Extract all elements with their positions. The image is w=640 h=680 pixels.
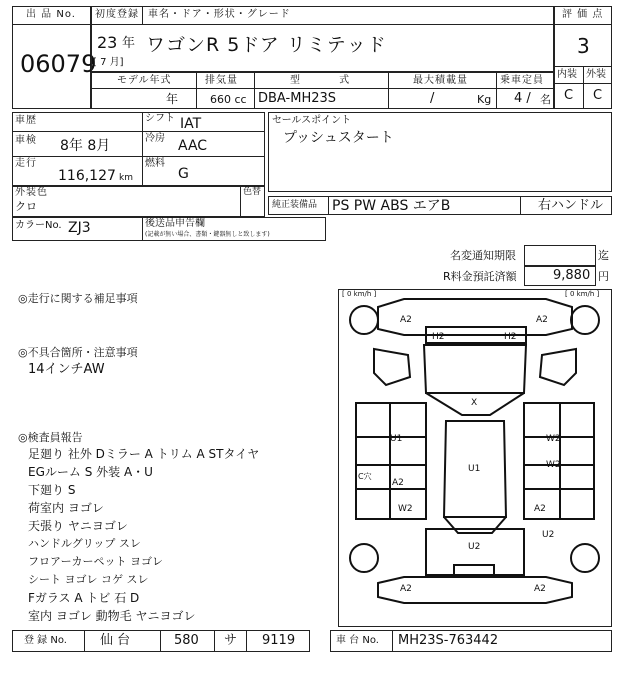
first-registration-year-unit: 年	[122, 36, 136, 51]
report-line: シート ヨゴレ コゲ スレ	[28, 573, 149, 586]
type-value: DBA-MH23S	[258, 91, 337, 106]
lot-number-label: 出 品 No.	[26, 9, 76, 20]
recycle-value: 9,880	[553, 268, 591, 283]
mileage-label: 走行	[15, 158, 37, 169]
report-line: 室内 ヨゴレ 動物毛 ヤニヨゴレ	[28, 609, 196, 623]
reg-place: 仙 台	[100, 633, 131, 648]
label-u1-left: U1	[390, 434, 403, 444]
history-label: 車歴	[15, 115, 37, 126]
label-u1-center: U1	[468, 464, 481, 474]
label-a2-right-low: A2	[534, 504, 546, 514]
shift-label: シフト	[145, 113, 175, 124]
capacity-label: 乗車定員	[500, 75, 544, 86]
sales-point-value: プッシュスタート	[283, 130, 394, 146]
reg-class: 580	[174, 633, 199, 648]
name-change-unit: 迄	[598, 249, 609, 262]
reg-number: 9119	[262, 633, 296, 648]
label-u2-right: U2	[542, 530, 555, 540]
rear-gate	[426, 529, 524, 575]
inspection-label: 車検	[15, 135, 37, 146]
max-load-value: /	[430, 91, 435, 106]
type-label: 型 式	[290, 75, 368, 86]
max-load-unit: Kg	[477, 93, 492, 106]
max-load-label: 最大積載量	[413, 75, 468, 86]
label-w2-left-low: W2	[398, 504, 413, 514]
label-w2-right-top: W2	[546, 434, 561, 444]
model-year-label: モデル年式	[117, 75, 172, 86]
report-line: 足廻り 社外 Dミラー A トリム A STタイヤ	[28, 447, 260, 461]
first-registration-month: [ 7 月]	[93, 57, 124, 68]
exterior-color-box	[12, 186, 265, 217]
rear-window	[444, 517, 506, 533]
report-line: フロアーカーペット ヨゴレ	[28, 555, 163, 568]
report-line: 天張り ヤニヨゴレ	[28, 519, 128, 533]
after-doc-note: (記載が無い場合、書類・鍵器無しと致します)	[145, 231, 270, 238]
wheel-front-right	[571, 306, 599, 334]
interior-label: 内装	[557, 69, 577, 80]
label-a2-top-left: A2	[400, 315, 412, 325]
report-line: 荷室内 ヨゴレ	[28, 501, 104, 515]
wheel-rear-left	[350, 544, 378, 572]
recolor-label: 色替	[243, 187, 262, 197]
car-diagram	[338, 289, 612, 627]
name-change-field	[524, 245, 596, 266]
capacity-unit: 名	[540, 93, 551, 106]
wheel-rear-right	[571, 544, 599, 572]
color-no-label: カラーNo.	[15, 220, 62, 231]
color-no-value: ZJ3	[68, 220, 91, 236]
report-line: ハンドルグリップ スレ	[28, 537, 141, 550]
label-h2-right: H2	[504, 332, 517, 342]
label-a2-top-right: A2	[536, 315, 548, 325]
first-registration-year: 23	[97, 33, 118, 52]
defect-notes-label: ◎不具合箇所・注意事項	[18, 346, 138, 359]
recycle-unit: 円	[598, 270, 609, 283]
displacement-label: 排気量	[205, 75, 238, 86]
left-fender	[374, 349, 410, 385]
report-line: Fガラス A トビ 石 D	[28, 591, 140, 605]
defect-line: 14インチAW	[28, 362, 105, 377]
first-registration-label: 初度登録	[95, 9, 139, 20]
ac-label: 冷房	[145, 133, 165, 144]
corner-left-label: [ 0 km/h ]	[342, 290, 377, 298]
car-name: ワゴンR 5ドア リミテッド	[146, 34, 387, 56]
equipment-label: 純正装備品	[272, 200, 318, 210]
fuel-label: 燃料	[145, 158, 165, 169]
chassis-value: MH23S-763442	[398, 633, 499, 648]
model-year-unit: 年	[166, 92, 179, 106]
label-c-hole: C穴	[358, 472, 372, 481]
capacity-value: 4 /	[514, 91, 531, 106]
grade-label: 評 価 点	[562, 9, 604, 20]
hood-outline	[424, 345, 526, 393]
sales-point-label: セールスポイント	[272, 115, 352, 126]
car-name-label: 車名・ドア・形状・グレード	[148, 9, 291, 20]
details-left-box	[12, 112, 265, 186]
interior-value: C	[564, 88, 574, 103]
wheel-front-left	[350, 306, 378, 334]
license-plate	[454, 565, 494, 575]
chassis-label: 車 台 No.	[336, 635, 379, 646]
mileage-value: 116,127	[58, 168, 116, 184]
exterior-color-value: クロ	[15, 200, 37, 213]
exterior-value: C	[593, 88, 603, 103]
name-change-label: 名変通知期限	[450, 249, 516, 262]
label-a2-bottom-left: A2	[400, 584, 412, 594]
inspector-report-lines	[28, 445, 308, 625]
mileage-unit: km	[119, 173, 133, 183]
fuel-value: G	[178, 166, 189, 182]
report-line: 下廻り S	[28, 483, 76, 497]
label-x: X	[471, 398, 478, 408]
right-fender	[540, 349, 576, 385]
equipment-value: PS PW ABS エアB	[332, 198, 451, 214]
exterior-color-label: 外装色	[15, 187, 48, 198]
inspector-report-label: ◎検査員報告	[18, 431, 83, 444]
ac-value: AAC	[178, 138, 208, 154]
label-a2-bottom-right: A2	[534, 584, 546, 594]
shift-value: IAT	[180, 116, 202, 132]
after-doc-label: 後送品申告欄	[145, 218, 205, 229]
label-a2-left-mid: A2	[392, 478, 404, 488]
lot-number-value: 06079	[20, 50, 97, 78]
reg-kana: サ	[224, 633, 238, 648]
grade-value: 3	[577, 34, 590, 58]
recycle-label: R料金預託済額	[443, 270, 517, 283]
label-u2-center: U2	[468, 542, 481, 552]
displacement-value: 660 cc	[210, 93, 247, 106]
report-line: EGルーム S 外装 A・U	[28, 465, 153, 479]
inspection-value: 8年 8月	[60, 138, 111, 154]
label-h2-left: H2	[432, 332, 445, 342]
handle-value: 右ハンドル	[538, 198, 604, 213]
exterior-label: 外装	[586, 69, 606, 80]
reg-no-label: 登 録 No.	[24, 635, 67, 646]
running-notes-label: ◎走行に関する補足事項	[18, 292, 138, 305]
corner-right-label: [ 0 km/h ]	[565, 290, 600, 298]
label-w2-right-mid: W2	[546, 460, 561, 470]
